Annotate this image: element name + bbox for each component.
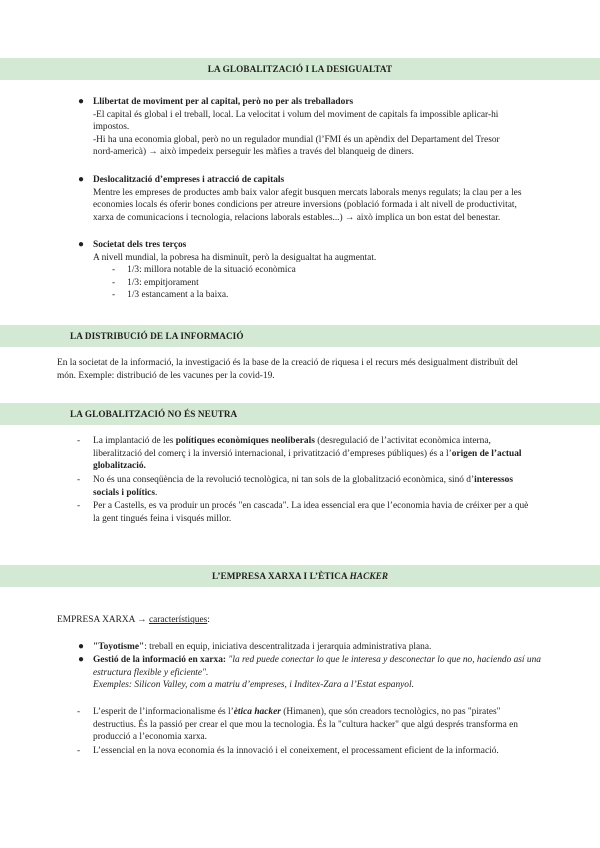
text-line: destructius. És la passió per crear el que mou la tecnologia. És la "cultura hacker" que algú després transforma en xyxy=(93,719,518,730)
heading-text: LA GLOBALITZACIÓ I LA DESIGUALTAT xyxy=(207,64,393,74)
bullet-icon: ● xyxy=(78,174,85,185)
text: (Himanen), que són creadors tecnològics, no pas "pirates" xyxy=(280,707,501,717)
heading-text: LA DISTRIBUCIÓ DE LA INFORMACIÓ xyxy=(70,331,244,341)
text-line xyxy=(93,641,563,654)
sub-list xyxy=(112,264,412,302)
bullet-item-delocalization xyxy=(93,174,563,224)
bullet-icon: ● xyxy=(78,641,85,652)
dash-icon: - xyxy=(112,277,116,288)
section-heading-information-distribution xyxy=(0,325,600,347)
bullet-item-network-management xyxy=(93,654,563,692)
network-enterprise-intro xyxy=(57,614,457,627)
item-title: Deslocalització d’empreses i atracció de capitals xyxy=(93,175,285,185)
text-line: món. Exemple: distribució de les vacunes per la covid-19. xyxy=(57,370,275,381)
text: : xyxy=(207,615,210,625)
text-line: -El capital és global i el treball, local. La velocitat i volum del moviment de capitals fa impossible aplicar-hi xyxy=(93,109,499,120)
text-line xyxy=(93,435,563,448)
text-line: L’essencial en la nova economia és la innovació i el coneixement, el processament eficient de la informació. xyxy=(93,746,499,756)
dash-icon: - xyxy=(77,436,81,446)
sub-item-text: 1/3: empitjorament xyxy=(127,277,199,288)
text: L’esperit de l’informacionalisme és l’ xyxy=(93,707,234,717)
text: . xyxy=(154,487,158,498)
dash-icon: - xyxy=(77,707,81,717)
dash-icon: - xyxy=(77,501,81,511)
section-heading-network-enterprise xyxy=(0,565,600,587)
bold-text: "Toyotisme" xyxy=(93,642,145,652)
bullet-item-toyotism xyxy=(93,641,563,654)
text: liberalització del comerç i la inversió internacional, i privatització d’empreses públiques) és a l’ xyxy=(93,448,452,459)
text: No és una conseqüència de la revolució tecnològica, ni tan sols de la globalització econòmica, sinó d’ xyxy=(93,475,475,485)
heading-text: LA GLOBALITZACIÓ NO ÉS NEUTRA xyxy=(70,409,238,419)
dash-icon: - xyxy=(77,475,81,485)
bold-text: socials i polítics xyxy=(93,487,155,498)
text-line: -Hi ha una economia global, però no un regulador mundial (l’FMI és un apèndix del Departament del Tresor xyxy=(93,134,500,145)
underlined-text: característiques xyxy=(148,615,208,625)
bullet-item-three-thirds xyxy=(93,239,563,264)
dash-icon: - xyxy=(77,746,81,756)
bullet-icon: ● xyxy=(78,654,85,665)
sub-item-text: 1/3 estancament a la baixa. xyxy=(127,290,229,301)
text: La implantació de les xyxy=(93,436,176,446)
text-line: impostos. xyxy=(93,122,130,133)
bold-text: origen de l’actual xyxy=(451,448,522,459)
text-line: la gent tingués feina i visqués millor. xyxy=(93,513,232,524)
bullet-item-capital-freedom xyxy=(93,96,563,159)
text-line: xarxa de comunicacions i tecnologia, relacions laborals estables...) → això implica un bon estat del benestar. xyxy=(93,212,501,223)
item-title: Llibertat de moviment per al capital, però no per als treballadors xyxy=(93,97,354,107)
dash-item-castells xyxy=(93,500,563,525)
text: : treball en equip, iniciativa descentralitzada i jerarquia administrativa plana. xyxy=(144,642,432,652)
bullet-icon: ● xyxy=(78,96,85,107)
dash-item-neoliberal xyxy=(93,435,563,473)
bold-text: Gestió de la informació en xarxa: xyxy=(93,655,227,665)
text-line: producció a l’economia xarxa. xyxy=(93,732,208,743)
text-line: Per a Castells, es va produir un procés "en cascada". La idea essencial era que l’economia havia de créixer per a què xyxy=(93,501,529,511)
sub-item xyxy=(112,264,412,277)
text-line: globalització. xyxy=(93,461,146,472)
dash-item-hacker-ethic xyxy=(93,706,563,744)
sub-item xyxy=(112,289,412,302)
bold-text: polítiques econòmiques neoliberals xyxy=(175,436,315,446)
heading-text-italic: HACKER xyxy=(349,571,389,581)
text-line xyxy=(93,487,563,500)
text-line xyxy=(93,654,563,667)
text-line xyxy=(93,706,563,719)
text-line: A nivell mundial, la pobresa ha disminuït, però la desigualtat ha augmentat. xyxy=(93,252,377,263)
text-line: economies locals és oferir bones condicions per atreure inversions (població formada i alt nivell de productivitat, xyxy=(93,200,517,211)
dash-item-interests xyxy=(93,474,563,499)
dash-icon: - xyxy=(112,290,116,301)
bullet-icon: ● xyxy=(78,239,85,250)
dash-item-innovation xyxy=(93,745,563,758)
text-line: nord-americà) → això impedeix perseguir les màfies a través del blanqueig de diners. xyxy=(93,147,414,158)
text-line xyxy=(93,448,563,461)
text-line: estructura flexible y eficiente". xyxy=(93,667,209,678)
section-heading-not-neutral xyxy=(0,403,600,425)
text: EMPRESA XARXA → xyxy=(57,615,149,625)
paragraph-information xyxy=(57,357,557,382)
bold-italic-text: ètica hacker xyxy=(233,707,281,717)
text-line xyxy=(57,614,457,627)
bold-text: interessos xyxy=(474,475,514,485)
heading-text-part: L’EMPRESA XARXA I L’ÈTICA xyxy=(211,571,350,581)
dash-icon: - xyxy=(112,265,116,275)
heading-text xyxy=(212,571,388,581)
text-line xyxy=(93,474,563,487)
sub-item-text: 1/3: millora notable de la situació econòmica xyxy=(127,265,296,275)
italic-text: "la red puede conectar lo que le interesa y desconectar lo que no, haciendo así una xyxy=(226,655,541,665)
text: (desregulació de l’activitat econòmica interna, xyxy=(314,436,491,446)
section-heading-globalization-inequality xyxy=(0,58,600,80)
sub-item xyxy=(112,277,412,290)
text-line: Mentre les empreses de productes amb baix valor afegit busquen mercats laborals menys regulats; la clau per a les xyxy=(93,187,522,198)
text-line: Exemples: Silicon Valley, com a matriu d’empreses, i Inditex-Zara a l’Estat espanyol. xyxy=(93,680,414,691)
text-line: En la societat de la informació, la investigació és la base de la creació de riquesa i el recurs més desigualment distribuït del xyxy=(57,358,519,368)
item-title: Societat dels tres terços xyxy=(93,240,187,250)
